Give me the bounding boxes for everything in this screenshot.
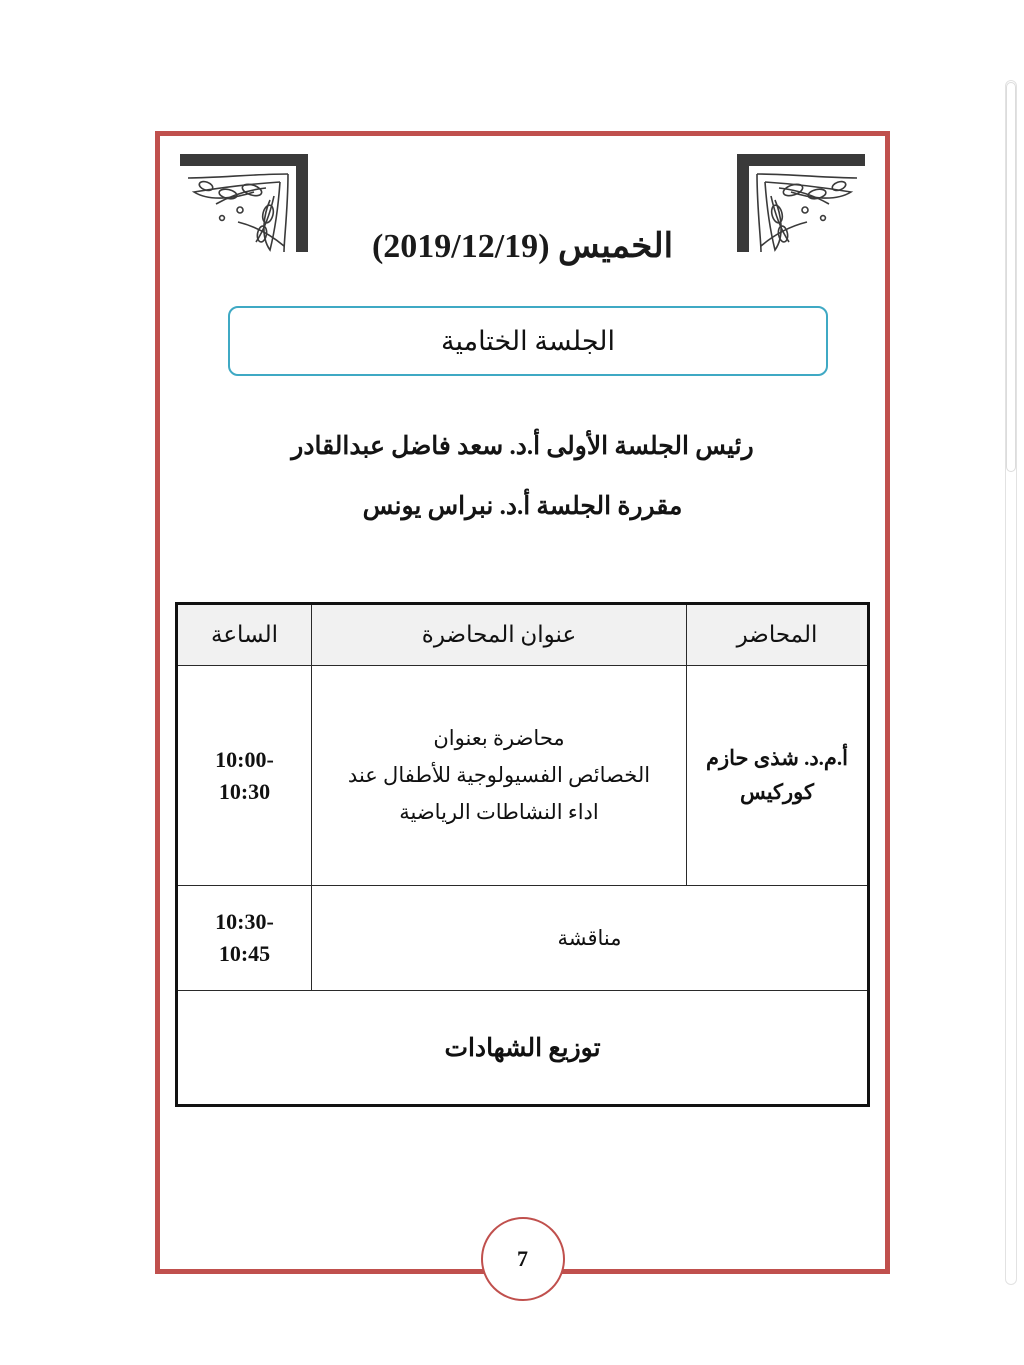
vertical-scrollbar-thumb[interactable] <box>1006 82 1016 472</box>
document-frame <box>155 131 890 1274</box>
table-row <box>177 666 869 886</box>
lecture-line-1: محاضرة بعنوان <box>433 726 565 751</box>
lecture-line-2: الخصائص الفسيولوجية للأطفال عند <box>347 763 651 788</box>
cell-discussion: مناقشة <box>312 886 869 991</box>
cell-certificates: توزيع الشهادات <box>177 991 869 1106</box>
session-title: الجلسة الختامية <box>440 325 616 356</box>
time-line-1: 10:30- <box>215 909 274 935</box>
date-heading: الخميس (2019/12/19) <box>371 228 674 265</box>
speaker-line-2: كوركيس <box>739 779 815 804</box>
header-lecture: عنوان المحاضرة <box>312 604 687 666</box>
page-number: 7 <box>517 1246 528 1271</box>
time-line-2: 10:45 <box>218 941 271 966</box>
schedule-table <box>175 602 870 1107</box>
session-chair: رئيس الجلسة الأولى أ.د. سعد فاضل عبدالقادر <box>291 433 754 460</box>
header-speaker: المحاضر <box>687 604 869 666</box>
table-header-row <box>177 604 869 666</box>
table-row <box>177 886 869 991</box>
header-time: الساعة <box>177 604 312 666</box>
table-row <box>177 991 869 1106</box>
cell-lecture <box>312 666 687 886</box>
session-rapporteur: مقررة الجلسة أ.د. نبراس يونس <box>362 493 683 520</box>
time-line-1: 10:00- <box>215 746 274 772</box>
session-title-box <box>228 306 828 376</box>
time-line-2: 10:30 <box>218 778 271 804</box>
cell-time <box>177 666 312 886</box>
page-number-badge <box>481 1217 565 1301</box>
lecture-line-3: اداء النشاطات الرياضية <box>399 799 599 824</box>
schedule-table-wrapper <box>178 602 870 1107</box>
cell-speaker <box>687 666 869 886</box>
cell-time <box>177 886 312 991</box>
speaker-line-1: أ.م.د. شذى حازم <box>705 745 849 770</box>
